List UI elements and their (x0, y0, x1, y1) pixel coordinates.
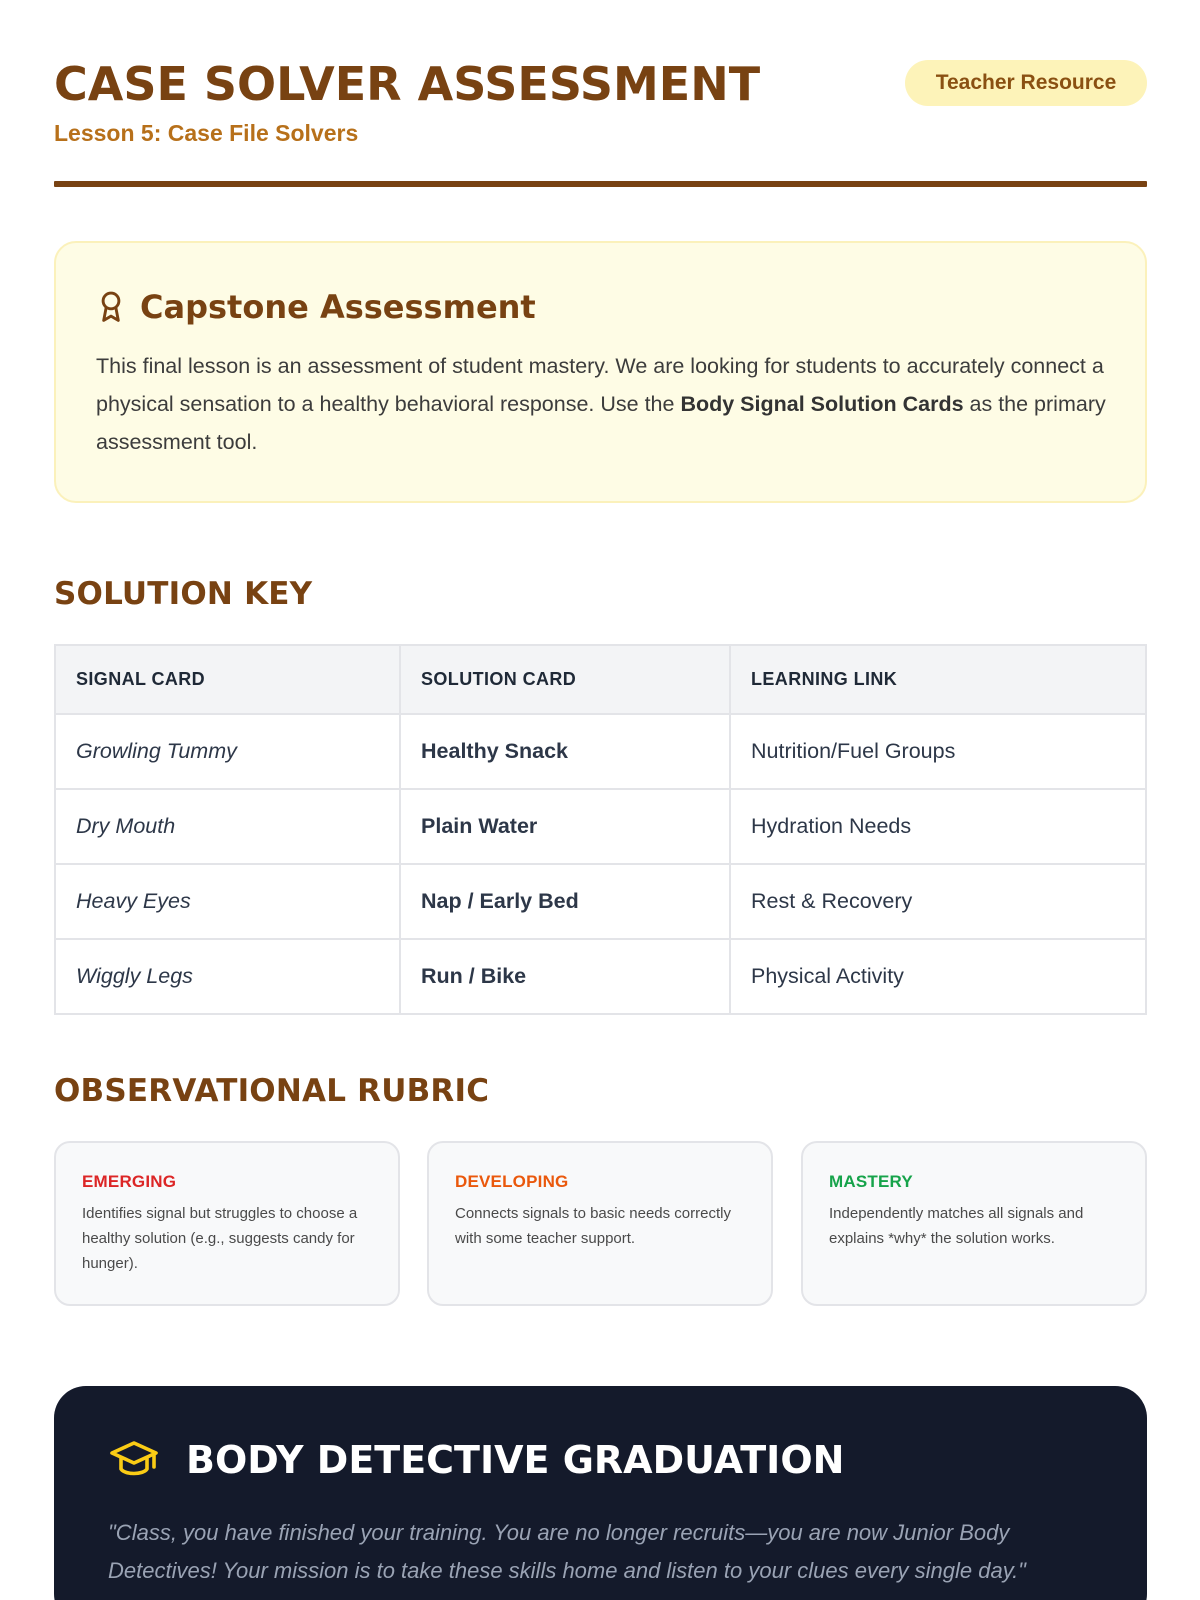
callout-header (96, 287, 536, 327)
page-title: CASE SOLVER ASSESSMENT (54, 57, 761, 111)
solution-cell: Nap / Early Bed (400, 864, 730, 939)
solution-cell: Run / Bike (400, 939, 730, 1014)
table-row (55, 714, 1146, 789)
graduation-title: BODY DETECTIVE GRADUATION (186, 1438, 845, 1482)
rubric-card-mastery (801, 1141, 1147, 1306)
signal-cell: Wiggly Legs (55, 939, 400, 1014)
table-header-row (55, 645, 1146, 714)
column-header-signal: SIGNAL CARD (55, 645, 400, 714)
page-header (54, 56, 1147, 188)
graduation-panel (54, 1386, 1147, 1600)
award-ribbon-icon (96, 290, 126, 324)
learning-link-cell: Physical Activity (730, 939, 1146, 1014)
rubric-title: OBSERVATIONAL RUBRIC (54, 1073, 490, 1109)
callout-title: Capstone Assessment (140, 288, 536, 326)
rubric-level-label: MASTERY (829, 1172, 913, 1191)
column-header-learning-link: LEARNING LINK (730, 645, 1146, 714)
callout-body-emphasis: Body Signal Solution Cards (680, 392, 964, 416)
callout-body-text-1: This final lesson is an assessment of student mastery. We are looking for students to accurately connect a physical sensation to a healthy behavioral response. Use the (96, 354, 1104, 416)
header-divider (54, 181, 1147, 187)
rubric-level-description: Independently matches all signals and explains *why* the solution works. (829, 1205, 1084, 1247)
capstone-callout (54, 241, 1147, 503)
lesson-subtitle: Lesson 5: Case File Solvers (54, 120, 359, 146)
column-header-solution: SOLUTION CARD (400, 645, 730, 714)
table-row (55, 789, 1146, 864)
solution-cell: Plain Water (400, 789, 730, 864)
graduation-quote: "Class, you have finished your training. You are no longer recruits—you are now Junior Body Detectives! Your mission is to take these skills home and listen to your clues every single day." (108, 1520, 1026, 1583)
table-row (55, 939, 1146, 1014)
solution-key-title: SOLUTION KEY (54, 576, 313, 612)
solution-cell: Healthy Snack (400, 714, 730, 789)
learning-link-cell: Hydration Needs (730, 789, 1146, 864)
graduation-header (108, 1436, 844, 1484)
table-row (55, 864, 1146, 939)
solution-key-table (54, 644, 1147, 1015)
rubric-card-emerging (54, 1141, 400, 1306)
signal-cell: Dry Mouth (55, 789, 400, 864)
rubric-level-description: Connects signals to basic needs correctly with some teacher support. (455, 1205, 731, 1247)
callout-body-text-2: as the primary assessment tool. (96, 392, 1106, 454)
callout-body (96, 347, 1106, 461)
rubric-level-label: DEVELOPING (455, 1172, 569, 1191)
signal-cell: Heavy Eyes (55, 864, 400, 939)
rubric-card-developing (427, 1141, 773, 1306)
learning-link-cell: Rest & Recovery (730, 864, 1146, 939)
rubric-level-description: Identifies signal but struggles to choose a healthy solution (e.g., suggests candy for hunger). (82, 1205, 358, 1272)
rubric-level-label: EMERGING (82, 1172, 177, 1191)
learning-link-cell: Nutrition/Fuel Groups (730, 714, 1146, 789)
signal-cell: Growling Tummy (55, 714, 400, 789)
teacher-resource-badge: Teacher Resource (905, 60, 1147, 106)
graduation-cap-icon (108, 1438, 160, 1482)
